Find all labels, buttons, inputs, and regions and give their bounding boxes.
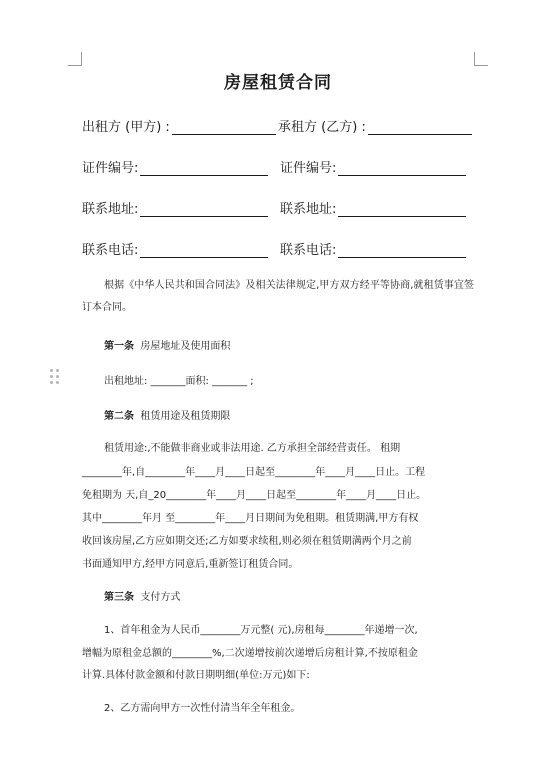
article-1-number: 第一条 bbox=[104, 341, 134, 352]
article-2-line-4[interactable]: 其中________年月 至________年____月日期间为免租期。租赁期满,甲方有权 bbox=[82, 513, 419, 524]
article-3-number: 第三条 bbox=[104, 592, 134, 603]
article-3-line-3[interactable]: 计算.具体付款金额和付款日期明细(单位:万元)如下: bbox=[82, 670, 310, 681]
lessor-id-blank[interactable] bbox=[140, 160, 268, 176]
article-3-heading bbox=[104, 588, 496, 603]
lessor-address-label: 联系地址: bbox=[82, 202, 139, 217]
lessee-phone-blank[interactable] bbox=[338, 242, 466, 258]
lessor-phone-field[interactable] bbox=[82, 239, 268, 258]
party-row-names bbox=[82, 116, 474, 136]
party-row-id bbox=[82, 157, 474, 177]
lessor-phone-label: 联系电话: bbox=[82, 243, 139, 258]
lessor-address-blank[interactable] bbox=[140, 201, 268, 217]
lessee-address-blank[interactable] bbox=[338, 201, 466, 217]
lessee-phone-label: 联系电话: bbox=[280, 243, 337, 258]
lessor-name-field[interactable] bbox=[82, 116, 276, 135]
lessee-name-field[interactable] bbox=[278, 116, 472, 135]
lessee-address-field[interactable] bbox=[280, 198, 466, 217]
article-2-title: 租赁用途及租赁期限 bbox=[140, 411, 231, 422]
lessee-name-blank[interactable] bbox=[368, 119, 472, 135]
lessor-id-label: 证件编号: bbox=[82, 161, 139, 176]
article-3-title: 支付方式 bbox=[140, 592, 181, 603]
document-title: 房屋租赁合同 bbox=[224, 73, 332, 93]
lessor-label: 出租方 (甲方) : bbox=[82, 120, 170, 135]
lessee-id-field[interactable] bbox=[280, 157, 466, 176]
article-3-item-2[interactable]: 2、乙方需向甲方一次性付清当年全年租金。 bbox=[104, 703, 301, 714]
article-2-heading bbox=[104, 407, 496, 422]
article-2-line-3[interactable]: 免租期为 天,自_20________年____月____日起至________年____月____日止。 bbox=[82, 490, 427, 501]
lessee-id-blank[interactable] bbox=[338, 160, 466, 176]
party-row-phone bbox=[82, 239, 474, 259]
party-row-address bbox=[82, 198, 474, 218]
article-2-line-1[interactable]: 租赁用途:,不能做非商业或非法用途. 乙方承担全部经营责任。 租期 bbox=[104, 443, 401, 454]
drag-handle-icon[interactable] bbox=[50, 369, 60, 385]
lessor-address-field[interactable] bbox=[82, 198, 268, 217]
crop-mark-top-left bbox=[68, 52, 82, 66]
article-2-line-5[interactable]: 收回该房屋,乙方应如期交还;乙方如要求续租,则必须在租赁期满两个月之前 bbox=[82, 536, 412, 547]
intro-paragraph[interactable]: 根据《中华人民共和国合同法》及相关法律规定,甲方双方经平等协商,就租赁事宜签订本合同。 bbox=[82, 280, 474, 313]
lessee-phone-field[interactable] bbox=[280, 239, 466, 258]
rental-address-line[interactable]: 出租地址: _______面积: _______ ; bbox=[104, 376, 254, 387]
lessor-phone-blank[interactable] bbox=[140, 242, 268, 258]
article-2-line-2[interactable]: ________年,自________年____月____日起至________年____月____日止。工程 bbox=[82, 467, 426, 478]
lessee-address-label: 联系地址: bbox=[280, 202, 337, 217]
article-3-line-2[interactable]: 增幅为原租金总额的________%,二次递增按前次递增后房租计算,不按原租金 bbox=[82, 648, 418, 659]
lessor-id-field[interactable] bbox=[82, 157, 268, 176]
lessor-name-blank[interactable] bbox=[172, 119, 276, 135]
article-3-line-1[interactable]: 1、首年租金为人民币________万元整( 元),房租每________年递增一次, bbox=[104, 625, 418, 636]
crop-mark-top-right bbox=[474, 52, 488, 66]
article-1-heading bbox=[104, 337, 496, 352]
article-1-title: 房屋地址及使用面积 bbox=[140, 341, 231, 352]
lessee-id-label: 证件编号: bbox=[280, 161, 337, 176]
article-2-line-6[interactable]: 书面通知甲方,经甲方同意后,重新签订租赁合同。 bbox=[82, 559, 299, 570]
lessee-label: 承租方 (乙方) : bbox=[278, 120, 366, 135]
article-2-number: 第二条 bbox=[104, 411, 134, 422]
